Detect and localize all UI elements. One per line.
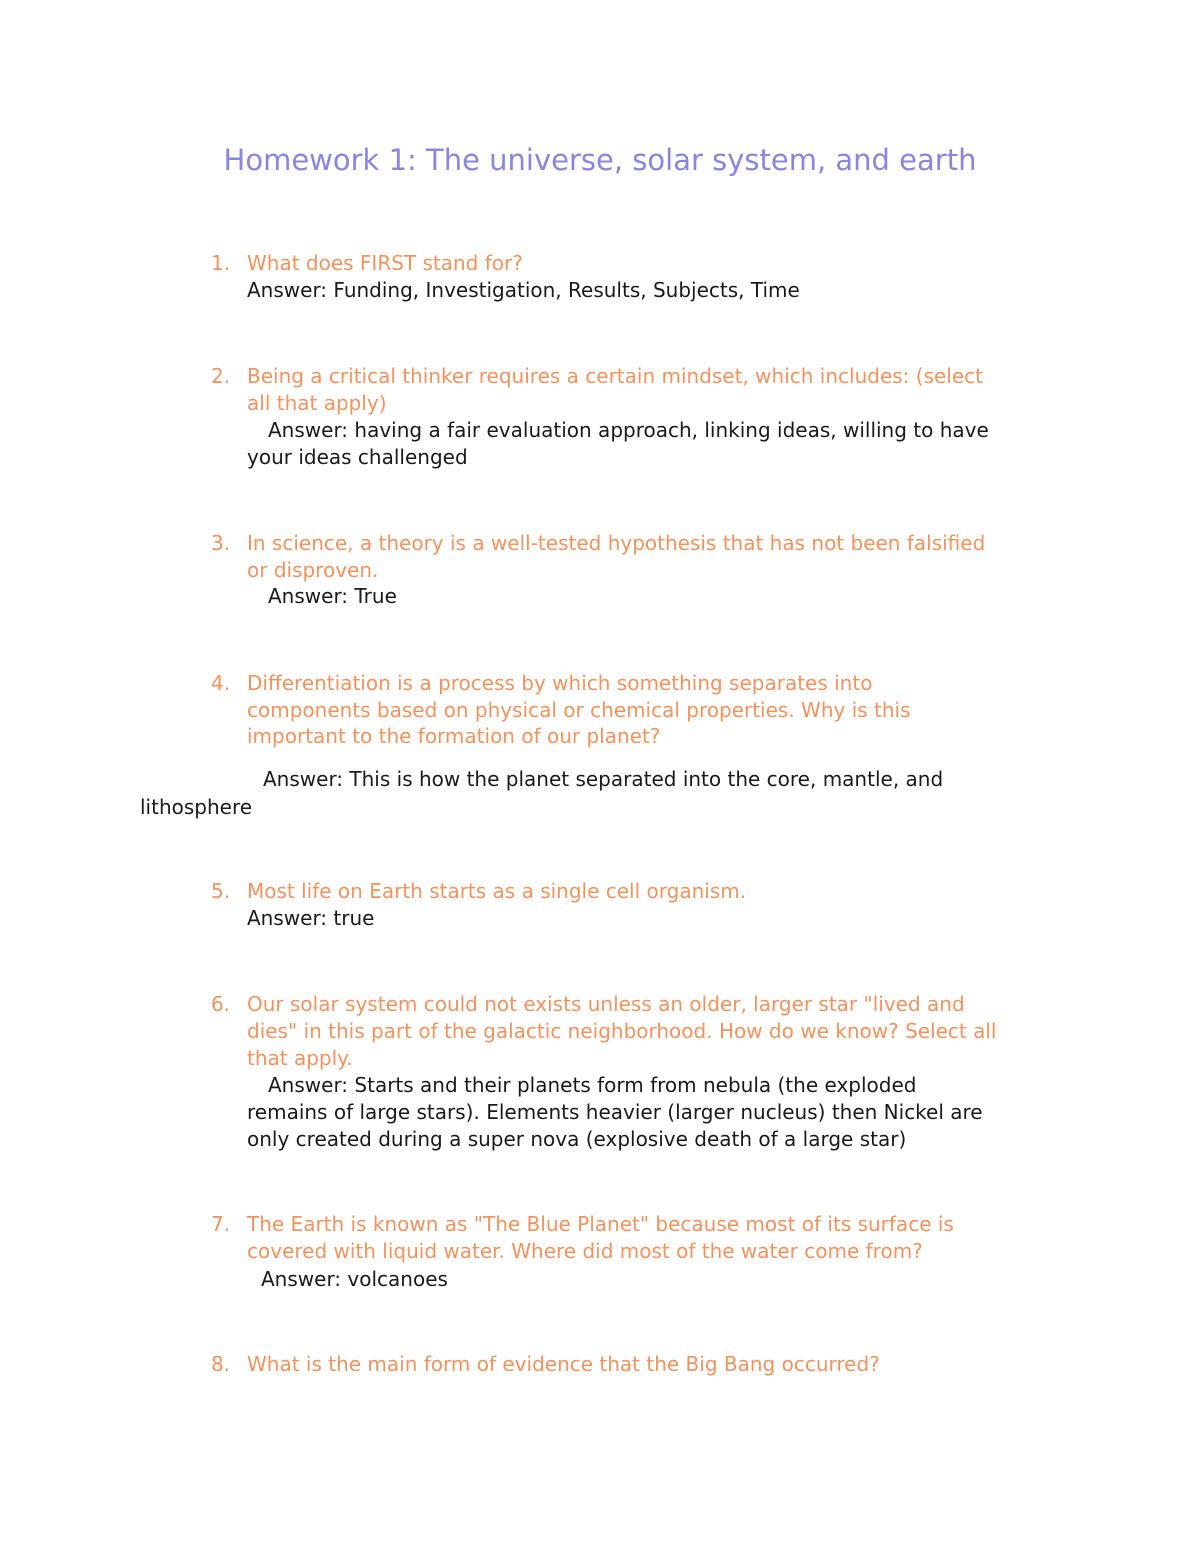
question-text-line: dies" in this part of the galactic neighborhood. How do we know? Select all xyxy=(247,1019,997,1043)
answer-text-line: your ideas challenged xyxy=(247,445,468,469)
question-text-line: covered with liquid water. Where did most of the water come from? xyxy=(247,1239,923,1263)
question-text-line: The Earth is known as "The Blue Planet" because most of its surface is xyxy=(247,1212,954,1236)
question-text-line: that apply. xyxy=(247,1046,353,1070)
answer-text-line: Answer: True xyxy=(268,584,397,608)
question-number: 5. xyxy=(211,879,231,903)
answer-text-line: Answer: volcanoes xyxy=(261,1267,448,1291)
question-text-line: or disproven. xyxy=(247,558,379,582)
question-text-line: In science, a theory is a well-tested hypothesis that has not been falsified xyxy=(247,531,986,555)
question-number: 7. xyxy=(211,1212,231,1236)
question-number: 2. xyxy=(211,364,231,388)
page-title: Homework 1: The universe, solar system, and earth xyxy=(223,143,977,177)
answer-text-line: only created during a super nova (explosive death of a large star) xyxy=(247,1127,907,1151)
answer-text-line: Answer: This is how the planet separated into the core, mantle, and xyxy=(263,767,944,791)
answer-text-line: Answer: true xyxy=(247,906,375,930)
question-text-line: components based on physical or chemical properties. Why is this xyxy=(247,698,911,722)
answer-text-line: lithosphere xyxy=(140,795,253,819)
question-text-line: Our solar system could not exists unless an older, larger star "lived and xyxy=(247,992,965,1016)
question-number: 4. xyxy=(211,671,231,695)
answer-text-line: Answer: Starts and their planets form from nebula (the exploded xyxy=(268,1073,917,1097)
question-number: 6. xyxy=(211,992,231,1016)
question-text-line: Being a critical thinker requires a certain mindset, which includes: (select xyxy=(247,364,983,388)
question-number: 1. xyxy=(211,251,231,275)
answer-text-line: Answer: having a fair evaluation approach, linking ideas, willing to have xyxy=(268,418,989,442)
answer-text-line: remains of large stars). Elements heavier (larger nucleus) then Nickel are xyxy=(247,1100,983,1124)
question-text-line: Most life on Earth starts as a single cell organism. xyxy=(247,879,747,903)
question-number: 8. xyxy=(211,1352,231,1376)
question-text-line: Differentiation is a process by which something separates into xyxy=(247,671,873,695)
question-number: 3. xyxy=(211,531,231,555)
question-text-line: important to the formation of our planet? xyxy=(247,724,661,748)
question-text-line: What does FIRST stand for? xyxy=(247,251,523,275)
answer-text-line: Answer: Funding, Investigation, Results, Subjects, Time xyxy=(247,278,800,302)
question-text-line: What is the main form of evidence that the Big Bang occurred? xyxy=(247,1352,880,1376)
question-text-line: all that apply) xyxy=(247,391,387,415)
